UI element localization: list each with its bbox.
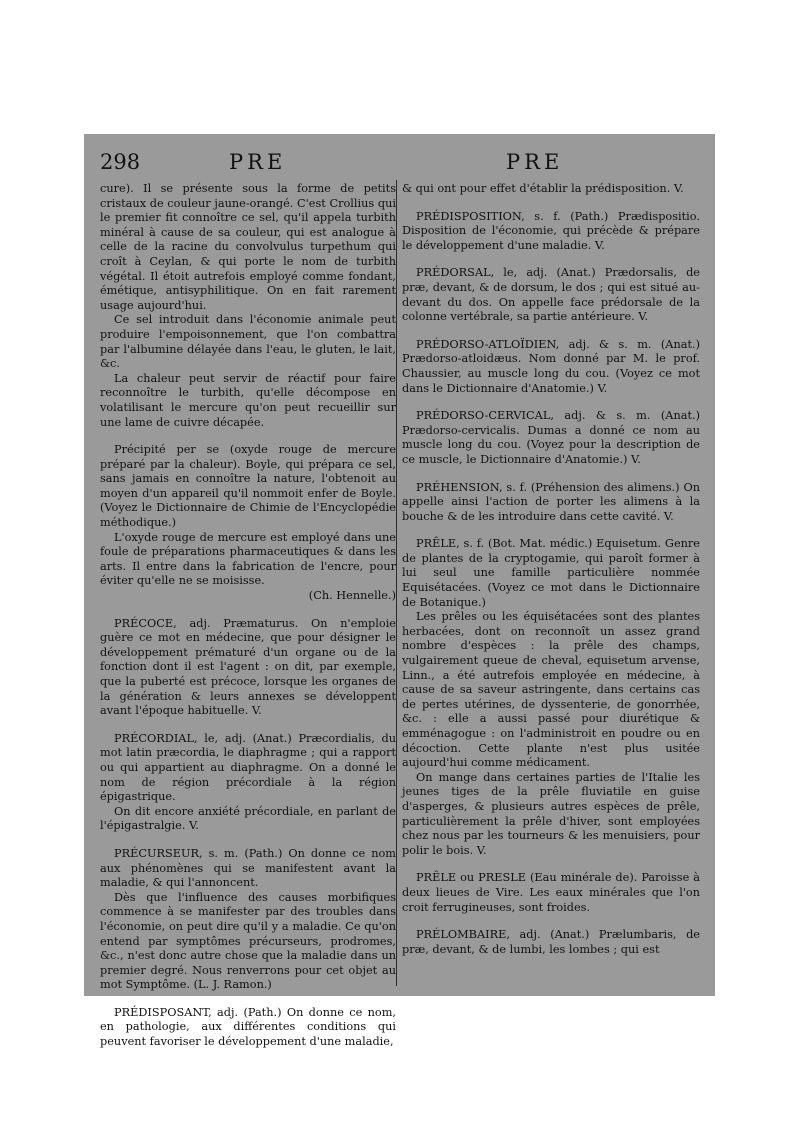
entry-paragraph: PRÉDISPOSITION, s. f. (Path.) Prædispositio. Disposition de l'économie, qui précède & prépare le développement d'une maladie. V. <box>402 209 700 252</box>
entry-paragraph: PRÊLE, s. f. (Bot. Mat. médic.) Equisetum. Genre de plantes de la cryptogamie, qui paroît former à lui seul une famille particulière nommée Equisétacées. (Voyez ce mot dans le Dictionnaire de Botanique.) <box>402 537 700 609</box>
entry-paragraph: Ce sel introduit dans l'économie animale peut produire l'empoisonnement, que l'on combattra par l'albumine délayée dans l'eau, le gluten, le lait, &c. <box>100 313 396 371</box>
running-header <box>84 150 715 180</box>
entry-paragraph: Précipité per se (oxyde rouge de mercure préparé par la chaleur). Boyle, qui prépara ce sel, sans jamais en connoître la nature, l'obtenoit au moyen d'un appareil qu'il nommoit enfer de Boyle. (Voyez le Dictionnaire de Chimie de l'Encyclopédie méthodique.) <box>100 443 396 530</box>
entry-paragraph: PRÉCOCE, adj. Præmaturus. On n'emploie guère ce mot en médecine, que pour désigner le développement prématuré d'un organe ou de la fonction dont il est l'agent : on dit, par exemple, que la puberté est précoce, lorsque les organes de la génération & leurs annexes se développent avant l'époque habituelle. V. <box>100 616 396 718</box>
entry-paragraph: On dit encore anxiété précordiale, en parlant de l'épigastralgie. V. <box>100 804 396 833</box>
right-column <box>402 182 700 957</box>
scanned-page <box>84 134 715 1049</box>
left-column <box>100 182 396 1050</box>
entry-paragraph: On mange dans certaines parties de l'Italie les jeunes tiges de la prêle fluviatile en guise d'asperges, & plusieurs autres espèces de prêle, particulièrement la prêle d'hiver, sont employées chez nous par les tourneurs & les menuisiers, pour polir le bois. V. <box>402 770 700 857</box>
entry-paragraph: Les prêles ou les équisétacées sont des plantes herbacées, dont on reconnoît un assez grand nombre d'espèces : la prêle des champs, vulgairement queue de cheval, equisetum arvense, Linn., a été autrefois employée en médecine, à cause de sa saveur astringente, dans certains cas de pertes utérines, de dyssenterie, de gonorrhée, &c. : elle a aussi passé pour diurétique & emménagogue : on l'administroit en poudre ou en décoction. Cette plante n'est plus usitée aujourd'hui comme médicament. <box>402 610 700 770</box>
entry-paragraph: & qui ont pour effet d'établir la prédisposition. V. <box>402 182 684 195</box>
entry-paragraph: PRÉDISPOSANT, adj. (Path.) On donne ce nom, en pathologie, aux différentes conditions qui peuvent favoriser le développement d'une maladie, <box>100 1005 396 1049</box>
entry-paragraph: PRÉLOMBAIRE, adj. (Anat.) Prælumbaris, de præ, devant, & de lumbi, les lombes ; qui est <box>402 928 700 956</box>
entry-paragraph: PRÉCORDIAL, le, adj. (Anat.) Præcordialis, du mot latin præcordia, le diaphragme ; qui a rapport ou qui appartient au diaphragme. On a donné le nom de région précordiale à la région épigastrique. <box>100 731 396 804</box>
page-number: 298 <box>100 150 141 174</box>
entry-paragraph: PRÉDORSAL, le, adj. (Anat.) Prædorsalis, de præ, devant, & de dorsum, le dos ; qui est situé au-devant du dos. On appelle face prédorsale de la colonne vertébrale, sa partie antérieure. V. <box>402 266 700 324</box>
entry-paragraph: PRÉHENSION, s. f. (Préhension des alimens.) On appelle ainsi l'action de porter les alimens à la bouche & de les introduire dans cette cavité. V. <box>402 480 700 523</box>
entry-paragraph: PRÉCURSEUR, s. m. (Path.) On donne ce nom aux phénomènes qui se manifestent avant la maladie, & qui l'annoncent. <box>100 846 396 890</box>
entry-paragraph: PRÉDORSO-ATLOÏDIEN, adj. & s. m. (Anat.) Prædorso-atloidæus. Nom donné par M. le prof. Chaussier, au muscle long du cou. (Voyez ce mot dans le Dictionnaire d'Anatomie.) V. <box>402 337 700 395</box>
author-signature: (Ch. Hennelle.) <box>308 589 396 603</box>
entry-paragraph: cure). Il se présente sous la forme de petits cristaux de couleur jaune-orangé. C'est Crollius qui le premier fit connoître ce sel, qu'il appela turbith minéral à cause de sa couleur, qui est analogue à celle de la racine du convolvulus turpethum qui croît à Ceylan, & qui porte le nom de turbith végétal. Il étoit autrefois employé comme fondant, émétique, antisyphilitique. On en fait rarement usage aujourd'hui. <box>100 182 396 312</box>
column-divider <box>396 180 397 986</box>
running-head-left: PRE <box>229 150 287 174</box>
entry-paragraph: La chaleur peut servir de réactif pour faire reconnoître le turbith, qu'elle décompose en volatilisant le mercure qu'on peut recueillir sur une lame de cuivre décapée. <box>100 371 396 429</box>
running-head-right: PRE <box>506 150 564 174</box>
entry-paragraph: Dès que l'influence des causes morbifiques commence à se manifester par des troubles dans l'économie, on peut dire qu'il y a maladie. Ce qu'on entend par symptômes précurseurs, prodromes, &c., n'est donc autre chose que la maladie dans un premier degré. Nous renverrons pour cet objet au mot Symptôme. (L. J. Ramon.) <box>100 890 396 992</box>
entry-paragraph: PRÊLE ou PRESLE (Eau minérale de). Paroisse à deux lieues de Vire. Les eaux minérales que l'on croit ferrugineuses, sont froides. <box>402 871 700 914</box>
entry-paragraph: PRÉDORSO-CERVICAL, adj. & s. m. (Anat.) Prædorso-cervicalis. Dumas a donné ce nom au muscle long du cou. (Voyez pour la description de ce muscle, le Dictionnaire d'Anatomie.) V. <box>402 409 700 466</box>
entry-paragraph: L'oxyde rouge de mercure est employé dans une foule de préparations pharmaceutiques & dans les arts. Il entre dans la fabrication de l'encre, pour éviter qu'elle ne se moisisse. <box>100 530 396 588</box>
